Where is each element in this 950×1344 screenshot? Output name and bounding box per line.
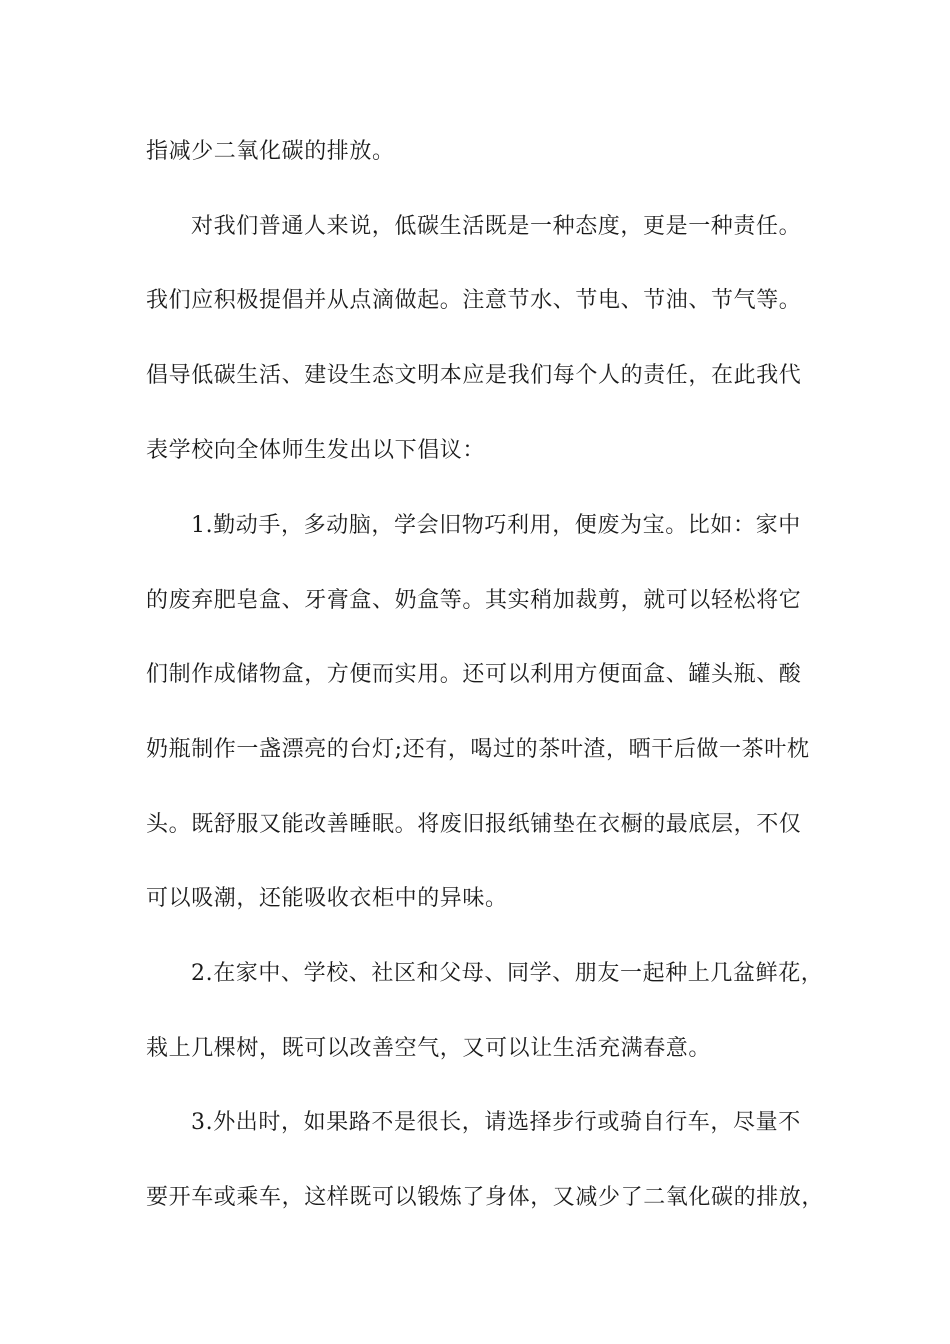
text-line: 指减少二氧化碳的排放。 [146, 139, 395, 164]
text-line: 的废弃肥皂盒、牙膏盒、奶盒等。其实稍加裁剪，就可以轻松将它 [146, 588, 802, 613]
list-item-1-line: 1.勤动手，多动脑，学会旧物巧利用，便废为宝。比如：家中 [191, 513, 801, 538]
list-item-2-line: 2.在家中、学校、社区和父母、同学、朋友一起种上几盆鲜花， [191, 961, 824, 986]
text-line: 奶瓶制作一盏漂亮的台灯;还有，喝过的茶叶渣，晒干后做一茶叶枕 [146, 737, 810, 762]
text-line: 表学校向全体师生发出以下倡议： [146, 438, 486, 463]
list-item-3-line: 3.外出时，如果路不是很长，请选择步行或骑自行车，尽量不 [191, 1110, 801, 1135]
text-line: 要开车或乘车，这样既可以锻炼了身体，又减少了二氧化碳的排放， [146, 1185, 825, 1210]
text-line: 倡导低碳生活、建设生态文明本应是我们每个人的责任，在此我代 [146, 363, 802, 388]
paragraph-line: 对我们普通人来说，低碳生活既是一种态度，更是一种责任。 [191, 214, 802, 239]
text-line: 我们应积极提倡并从点滴做起。注意节水、节电、节油、节气等。 [146, 288, 802, 313]
text-line: 可以吸潮，还能吸收衣柜中的异味。 [146, 886, 508, 911]
text-line: 头。既舒服又能改善睡眠。将废旧报纸铺垫在衣橱的最底层，不仅 [146, 812, 802, 837]
text-line: 栽上几棵树，既可以改善空气，又可以让生活充满春意。 [146, 1036, 712, 1061]
text-line: 们制作成储物盒，方便而实用。还可以利用方便面盒、罐头瓶、酸 [146, 662, 802, 687]
